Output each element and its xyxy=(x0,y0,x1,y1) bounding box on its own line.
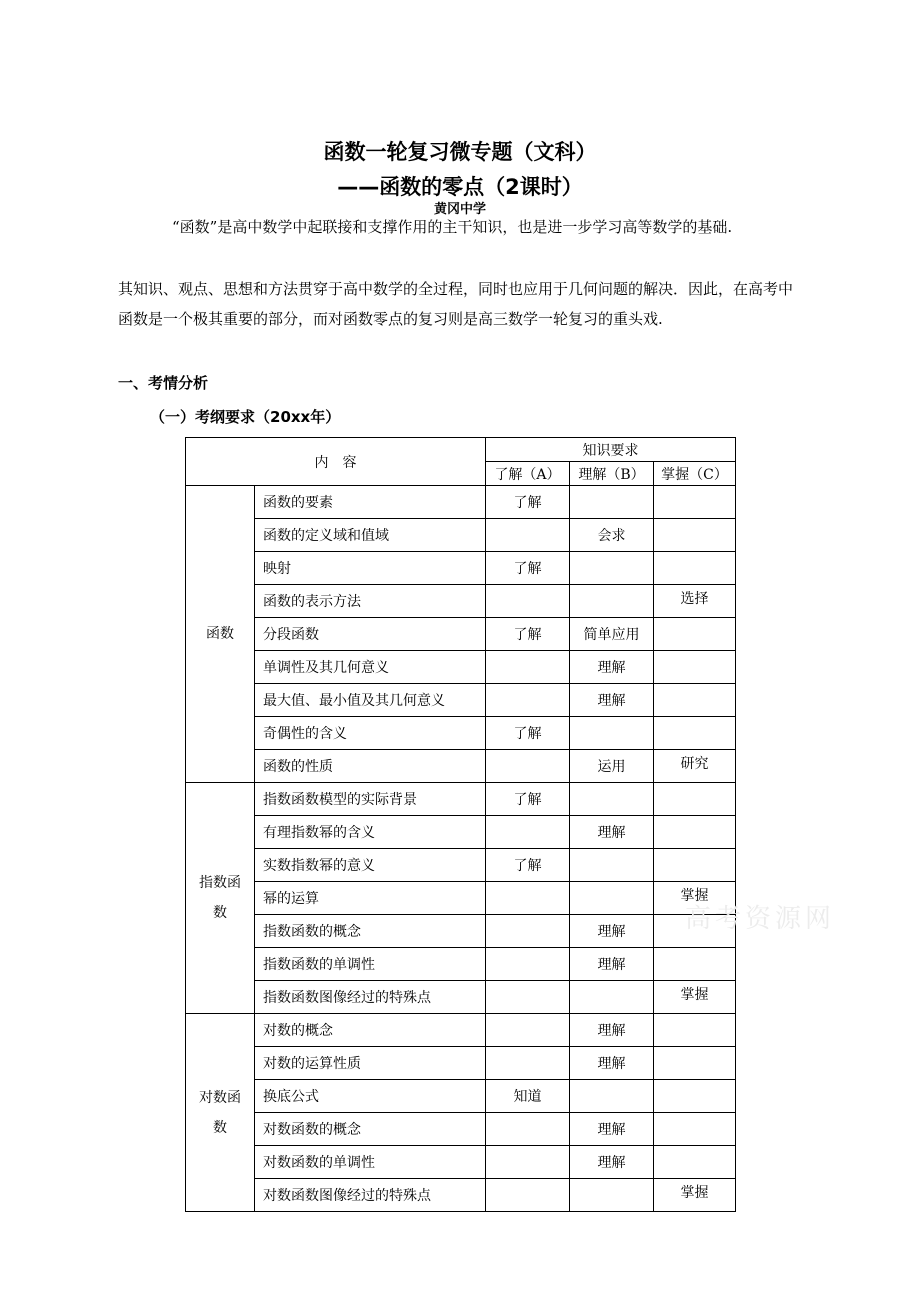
level-b-cell xyxy=(570,486,654,519)
syllabus-requirements-table xyxy=(185,437,736,1212)
level-c-cell xyxy=(654,651,736,684)
level-a-cell xyxy=(486,1113,570,1146)
subsection-heading-syllabus: （一）考纲要求（20xx年） xyxy=(150,408,341,426)
level-a-cell: 了解 xyxy=(486,618,570,651)
level-a-cell xyxy=(486,816,570,849)
table-row xyxy=(186,1113,736,1146)
level-a-cell xyxy=(486,882,570,915)
table-row xyxy=(186,849,736,882)
table-row xyxy=(186,783,736,816)
level-a-cell: 了解 xyxy=(486,486,570,519)
topic-cell: 奇偶性的含义 xyxy=(255,717,486,750)
level-b-cell xyxy=(570,882,654,915)
topic-cell: 指数函数的单调性 xyxy=(255,948,486,981)
topic-cell: 对数函数图像经过的特殊点 xyxy=(255,1179,486,1212)
table-row xyxy=(186,1179,736,1212)
level-c-cell xyxy=(654,1146,736,1179)
level-c-cell xyxy=(654,948,736,981)
table-body xyxy=(186,486,736,1212)
level-b-cell: 理解 xyxy=(570,651,654,684)
group-label: 对数函数 xyxy=(186,1014,255,1212)
level-c-cell: 掌握 xyxy=(654,981,736,1014)
document-subtitle: ——函数的零点（2课时） xyxy=(337,175,583,199)
document-title: 函数一轮复习微专题（文科） xyxy=(323,140,597,164)
topic-cell: 函数的定义域和值域 xyxy=(255,519,486,552)
watermark: 高考资源网 xyxy=(685,904,836,934)
level-b-cell xyxy=(570,783,654,816)
level-a-cell xyxy=(486,1179,570,1212)
table-row xyxy=(186,981,736,1014)
level-c-cell xyxy=(654,552,736,585)
topic-cell: 指数函数模型的实际背景 xyxy=(255,783,486,816)
level-b-cell: 理解 xyxy=(570,915,654,948)
level-a-cell: 知道 xyxy=(486,1080,570,1113)
school-name: 黄冈中学 xyxy=(433,202,486,217)
table-row xyxy=(186,552,736,585)
table-row xyxy=(186,486,736,519)
table-row xyxy=(186,1014,736,1047)
level-c-cell: 掌握 xyxy=(654,882,736,915)
header-content: 内 容 xyxy=(186,438,486,486)
level-b-cell: 理解 xyxy=(570,1113,654,1146)
level-a-cell xyxy=(486,519,570,552)
level-a-cell: 了解 xyxy=(486,849,570,882)
table-row xyxy=(186,882,736,915)
level-c-cell: 选择 xyxy=(654,585,736,618)
level-b-cell xyxy=(570,585,654,618)
topic-cell: 有理指数幂的含义 xyxy=(255,816,486,849)
level-b-cell: 理解 xyxy=(570,684,654,717)
topic-cell: 函数的要素 xyxy=(255,486,486,519)
level-b-cell: 理解 xyxy=(570,1146,654,1179)
header-level-b: 理解（B） xyxy=(570,462,654,486)
level-b-cell: 运用 xyxy=(570,750,654,783)
level-c-cell xyxy=(654,1113,736,1146)
level-a-cell xyxy=(486,948,570,981)
topic-cell: 指数函数的概念 xyxy=(255,915,486,948)
level-b-cell: 会求 xyxy=(570,519,654,552)
level-c-cell xyxy=(654,849,736,882)
level-a-cell xyxy=(486,684,570,717)
level-c-cell xyxy=(654,717,736,750)
level-b-cell: 理解 xyxy=(570,1047,654,1080)
level-a-cell xyxy=(486,651,570,684)
topic-cell: 换底公式 xyxy=(255,1080,486,1113)
level-b-cell xyxy=(570,981,654,1014)
topic-cell: 指数函数图像经过的特殊点 xyxy=(255,981,486,1014)
level-c-cell xyxy=(654,618,736,651)
topic-cell: 映射 xyxy=(255,552,486,585)
topic-cell: 幂的运算 xyxy=(255,882,486,915)
level-b-cell: 理解 xyxy=(570,1014,654,1047)
table-row xyxy=(186,1047,736,1080)
level-b-cell: 简单应用 xyxy=(570,618,654,651)
table-row xyxy=(186,519,736,552)
level-c-cell: 研究 xyxy=(654,750,736,783)
level-b-cell xyxy=(570,552,654,585)
header-level-a: 了解（A） xyxy=(486,462,570,486)
level-b-cell: 理解 xyxy=(570,948,654,981)
level-b-cell xyxy=(570,1080,654,1113)
level-c-cell xyxy=(654,816,736,849)
topic-cell: 对数函数的单调性 xyxy=(255,1146,486,1179)
topic-cell: 函数的表示方法 xyxy=(255,585,486,618)
group-label: 指数函数 xyxy=(186,783,255,1014)
level-a-cell xyxy=(486,1146,570,1179)
level-a-cell xyxy=(486,1014,570,1047)
level-a-cell xyxy=(486,1047,570,1080)
level-a-cell: 了解 xyxy=(486,783,570,816)
level-b-cell xyxy=(570,849,654,882)
level-c-cell xyxy=(654,1080,736,1113)
level-c-cell xyxy=(654,519,736,552)
topic-cell: 对数的概念 xyxy=(255,1014,486,1047)
level-c-cell xyxy=(654,783,736,816)
level-c-cell xyxy=(654,486,736,519)
table-row xyxy=(186,915,736,948)
table-row xyxy=(186,750,736,783)
level-b-cell xyxy=(570,717,654,750)
table-row xyxy=(186,618,736,651)
table-row xyxy=(186,816,736,849)
header-level-c: 掌握（C） xyxy=(654,462,736,486)
topic-cell: 对数的运算性质 xyxy=(255,1047,486,1080)
level-c-cell xyxy=(654,1047,736,1080)
table-row xyxy=(186,651,736,684)
section-heading-analysis: 一、考情分析 xyxy=(118,374,209,392)
level-a-cell xyxy=(486,981,570,1014)
table-row xyxy=(186,1146,736,1179)
group-label: 函数 xyxy=(186,486,255,783)
table-row xyxy=(186,684,736,717)
topic-cell: 单调性及其几何意义 xyxy=(255,651,486,684)
level-a-cell xyxy=(486,585,570,618)
level-c-cell xyxy=(654,684,736,717)
level-a-cell: 了解 xyxy=(486,717,570,750)
table-row xyxy=(186,948,736,981)
intro-paragraph-1: “函数”是高中数学中起联接和支撑作用的主干知识，也是进一步学习高等数学的基础. xyxy=(172,218,733,236)
level-c-cell: 掌握 xyxy=(654,1179,736,1212)
level-c-cell xyxy=(654,1014,736,1047)
topic-cell: 对数函数的概念 xyxy=(255,1113,486,1146)
topic-cell: 分段函数 xyxy=(255,618,486,651)
header-knowledge-requirements: 知识要求 xyxy=(486,438,736,462)
table-row xyxy=(186,1080,736,1113)
level-a-cell xyxy=(486,915,570,948)
table-row xyxy=(186,717,736,750)
level-a-cell: 了解 xyxy=(486,552,570,585)
level-a-cell xyxy=(486,750,570,783)
topic-cell: 最大值、最小值及其几何意义 xyxy=(255,684,486,717)
intro-paragraph-2: 其知识、观点、思想和方法贯穿于高中数学的全过程，同时也应用于几何问题的解决．因此，在高考中函数是一个极其重要的部分，而对函数零点的复习则是高三数学一轮复习的重头戏. xyxy=(118,280,794,328)
topic-cell: 函数的性质 xyxy=(255,750,486,783)
table-row xyxy=(186,585,736,618)
level-b-cell xyxy=(570,1179,654,1212)
level-b-cell: 理解 xyxy=(570,816,654,849)
topic-cell: 实数指数幂的意义 xyxy=(255,849,486,882)
